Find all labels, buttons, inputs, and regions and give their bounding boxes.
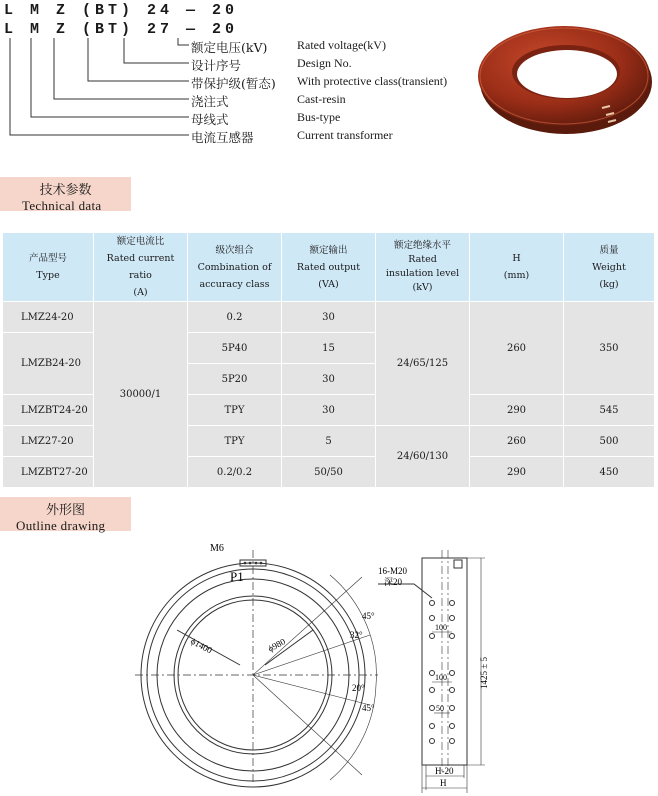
- cell-weight: 350: [564, 302, 655, 395]
- section-technical-cn: 技术参数: [39, 183, 92, 198]
- legend-cn-0: 额定电压(kV): [191, 40, 268, 55]
- cell-class: 5P20: [188, 364, 282, 395]
- cell-type: LMZ24-20: [3, 302, 94, 333]
- legend-en-0: Rated voltage(kV): [297, 38, 386, 52]
- cell-height: 260: [470, 302, 564, 395]
- label-overall-height: 1425 ± 5: [479, 657, 489, 689]
- label-angle-45-bottom: 45°: [362, 703, 375, 713]
- cell-class: 0.2/0.2: [188, 457, 282, 488]
- legend-cn-4: 母线式: [191, 112, 229, 127]
- legend-en-1: Design No.: [297, 56, 352, 70]
- cell-type: LMZ27-20: [3, 426, 94, 457]
- section-header-technical: [0, 177, 131, 211]
- legend-cn-5: 电流互感器: [191, 130, 254, 145]
- header-insulation: 额定绝缘水平 Rated insulation level (kV): [376, 233, 470, 302]
- header-output: 额定输出 Rated output (VA): [282, 233, 376, 302]
- cell-type: LMZB24-20: [3, 333, 94, 395]
- table-row: [3, 302, 655, 333]
- label-angle-20: 20°: [352, 683, 365, 693]
- cell-weight: 500: [564, 426, 655, 457]
- header-ratio: 额定电流比 Rated current ratio (A): [94, 233, 188, 302]
- legend-cn-1: 设计序号: [191, 58, 242, 73]
- cell-class: 0.2: [188, 302, 282, 333]
- label-holes: 16-M20: [378, 566, 407, 576]
- legend-cn-2: 带保护级(暂态): [191, 76, 276, 91]
- header-h: H (mm): [470, 233, 564, 302]
- outline-front-view: [130, 535, 390, 790]
- section-outline-cn: 外形图: [45, 503, 85, 518]
- cell-insulation: 24/60/130: [376, 426, 470, 488]
- label-width-h-20: H-20: [435, 766, 454, 776]
- cell-class: 5P40: [188, 333, 282, 364]
- label-p1: P1: [230, 569, 244, 584]
- cell-output: 50/50: [282, 457, 376, 488]
- cell-class: TPY: [188, 395, 282, 426]
- technical-data-table: [2, 232, 655, 488]
- header-type: 产品型号 Type: [3, 233, 94, 302]
- cell-weight: 545: [564, 395, 655, 426]
- legend-en-2: With protective class(transient): [297, 74, 448, 88]
- cell-output: 30: [282, 364, 376, 395]
- cell-output: 15: [282, 333, 376, 364]
- legend-cn-3: 浇注式: [191, 94, 229, 109]
- cell-output: 30: [282, 395, 376, 426]
- cell-height: 290: [470, 457, 564, 488]
- label-m6: M6: [210, 543, 224, 554]
- product-photo: [474, 20, 654, 138]
- label-angle-45-top: 45°: [362, 611, 375, 621]
- cell-height: 290: [470, 395, 564, 426]
- cell-class: TPY: [188, 426, 282, 457]
- legend-en-4: Bus-type: [297, 110, 341, 124]
- label-depth: 深20: [384, 577, 403, 587]
- section-technical-en: Technical data: [22, 198, 102, 213]
- header-accuracy: 级次组合 Combination of accuracy class: [188, 233, 282, 302]
- cell-height: 260: [470, 426, 564, 457]
- section-header-outline: [0, 497, 131, 531]
- label-spacing-100-top: 100: [435, 623, 447, 632]
- header-weight: 质量 Weight (kg): [564, 233, 655, 302]
- cell-ratio: 30000/1: [94, 302, 188, 488]
- label-spacing-50: 50: [436, 704, 444, 713]
- outline-side-view: [370, 548, 500, 794]
- label-outer-diameter: ϕ1400: [189, 635, 214, 656]
- cell-output: 30: [282, 302, 376, 333]
- section-outline-en: Outline drawing: [16, 518, 106, 533]
- cell-output: 5: [282, 426, 376, 457]
- label-inner-diameter: ϕ980: [266, 636, 288, 654]
- label-spacing-100-bottom: 100: [435, 673, 447, 682]
- model-code-line2: L M Z (BT) 27 — 20: [4, 21, 239, 38]
- table-header-row: [3, 233, 655, 302]
- cell-weight: 450: [564, 457, 655, 488]
- label-width-h: H: [440, 778, 447, 788]
- cell-type: LMZBT24-20: [3, 395, 94, 426]
- legend-en-3: Cast-resin: [297, 92, 346, 106]
- legend-en-5: Current transformer: [297, 128, 393, 142]
- model-code-line1: L M Z (BT) 24 — 20: [4, 2, 239, 19]
- cell-type: LMZBT27-20: [3, 457, 94, 488]
- label-angle-32: 32°: [350, 630, 363, 640]
- cell-insulation: 24/65/125: [376, 302, 470, 426]
- code-leader-lines: [0, 0, 200, 150]
